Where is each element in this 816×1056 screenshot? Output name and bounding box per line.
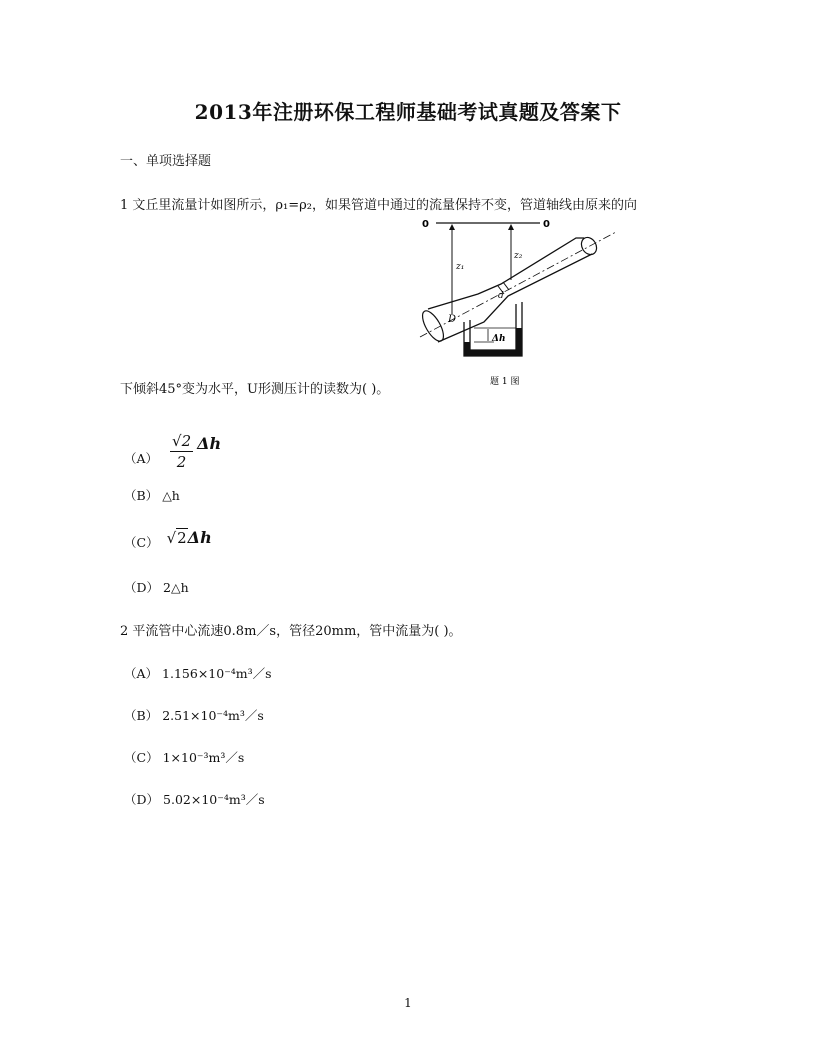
option-expression: Δh — [197, 434, 222, 453]
option-text: △h — [162, 488, 180, 503]
sqrt-expression: √2 — [166, 529, 187, 547]
document-title: 2013年注册环保工程师基础考试真题及答案下 — [194, 100, 622, 124]
delta-h-label: Δh — [492, 334, 506, 344]
question-1-option-b — [124, 486, 180, 504]
option-expression: Δh — [187, 528, 212, 547]
datum-left-label: 0 — [422, 219, 429, 230]
option-label: （A） — [124, 451, 159, 466]
z1-label: z₁ — [456, 262, 465, 272]
diameter-d-label: d — [498, 291, 504, 301]
z2-label: z₂ — [514, 251, 523, 261]
question-1-option-a — [124, 432, 222, 479]
question-2-option-b — [124, 706, 264, 724]
question-1-option-d — [124, 578, 189, 596]
option-label: （A） — [124, 666, 159, 681]
option-label: （B） — [124, 708, 159, 723]
option-text: 1.156×10⁻⁴m³／s — [162, 666, 272, 681]
question-2-stem: 2 平流管中心流速0.8m／s，管径20mm，管中流量为( )。 — [120, 624, 462, 639]
question-1-stem-line-2: 下倾斜45°变为水平，U形测压计的读数为( )。 — [120, 382, 390, 397]
option-text: 2.51×10⁻⁴m³／s — [162, 708, 264, 723]
question-2-option-a — [124, 664, 272, 682]
option-label: （D） — [124, 792, 160, 807]
figure-caption: 题 1 图 — [490, 377, 520, 387]
option-text: 2△h — [163, 580, 189, 595]
option-label: （B） — [124, 488, 159, 503]
option-label: （D） — [124, 580, 160, 595]
option-text: 5.02×10⁻⁴m³／s — [163, 792, 265, 807]
option-label: （C） — [124, 535, 159, 550]
page-number: 1 — [404, 996, 412, 1010]
venturi-meter-figure — [418, 214, 694, 392]
question-1-option-c — [124, 528, 212, 551]
section-heading: 一、单项选择题 — [120, 154, 212, 169]
question-2-option-c — [124, 748, 244, 766]
option-text: 1×10⁻³m³／s — [162, 750, 245, 765]
question-1-stem-line-1: 1 文丘里流量计如图所示，ρ₁=ρ₂，如果管道中通过的流量保持不变，管道轴线由原来的向 — [120, 198, 638, 213]
fraction-root2-over-2: $\frac{√2}{2}$ — [172, 432, 192, 471]
datum-right-label: 0 — [543, 219, 550, 230]
question-2-option-d — [124, 790, 265, 808]
diameter-D-label: D — [448, 314, 457, 325]
option-label: （C） — [124, 750, 159, 765]
